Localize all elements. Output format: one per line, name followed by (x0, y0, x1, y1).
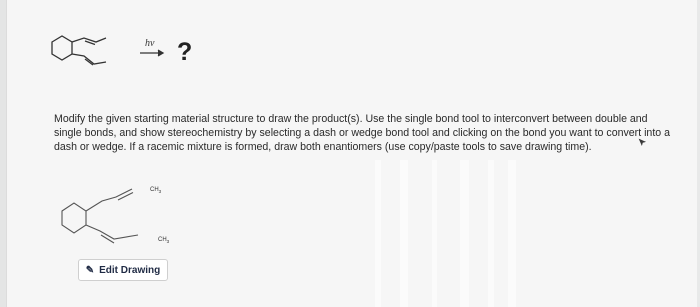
edit-drawing-label: Edit Drawing (99, 264, 161, 276)
product-question-mark: ? (177, 38, 193, 66)
answer-chain-upper (86, 189, 132, 211)
starting-material-chain-upper (72, 38, 106, 42)
mouse-cursor-icon (637, 137, 649, 149)
edit-drawing-button[interactable] (78, 259, 168, 281)
instructions-text: Modify the given starting material structure to draw the product(s). Use the single bond tool to interconvert between double and single bonds, and show stereochemistry by selecting a dash or wedge bond tool and clicking on the bond you want to convert into a dash or wedge. If a racemic mixture is formed, draw both enantiomers (use copy/paste tools to save drawing time). (54, 113, 670, 153)
answer-ring (62, 203, 86, 233)
reaction-scheme (40, 18, 220, 78)
answer-double-bond (118, 193, 133, 201)
answer-double-bond-2 (101, 235, 114, 243)
pencil-icon: ✎ (85, 264, 95, 276)
light-glare (360, 160, 520, 307)
answer-chain-lower (86, 225, 138, 239)
ch3-label-top: $CH_3$ (150, 187, 162, 194)
hv-label: hν (145, 38, 155, 49)
starting-material-ring (52, 36, 72, 60)
ch3-label-bottom: $CH_3$ (158, 237, 170, 244)
